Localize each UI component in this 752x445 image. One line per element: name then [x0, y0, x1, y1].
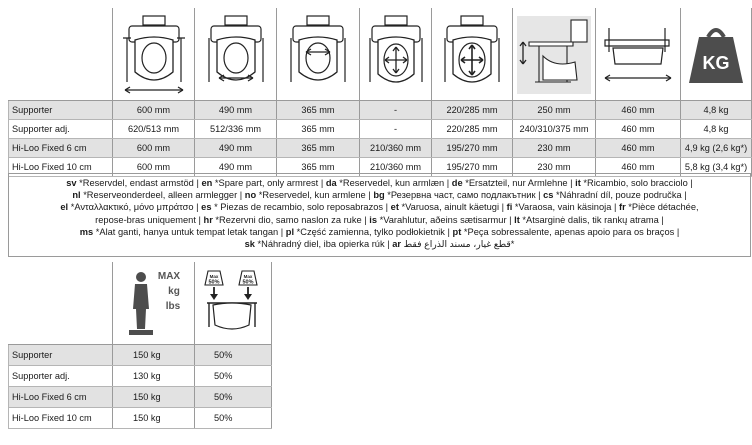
cell-value: 230 mm [513, 139, 596, 158]
icon-header-row [9, 8, 752, 101]
cell-value: 210/360 mm [360, 158, 432, 177]
spare-part-note [8, 173, 751, 257]
split-value: 50% [195, 387, 272, 408]
cell-value: 365 mm [277, 120, 360, 139]
note-text: *Náhradní díl, pouze područka [553, 190, 682, 201]
header-empty-cell [9, 262, 113, 345]
cell-value: 490 mm [195, 101, 277, 120]
cell-value: 230 mm [513, 158, 596, 177]
dimension-table [8, 8, 752, 177]
language-code: sv [66, 178, 77, 188]
note-text: *Peça sobressalente, apenas apoio para os braços [461, 226, 675, 237]
note-line: repose-bras uniquement | hr *Rezervni dio, samo naslon za ruke | is *Varahlutur, aðeins sætisarmur | lt *Atsarginė dalis, tik rankų atrama | [95, 214, 664, 225]
cell-value: 220/285 mm [432, 101, 513, 120]
cell-value: 512/336 mm [195, 120, 277, 139]
note-text: * Piezas de recambio, solo reposabrazos [211, 202, 384, 213]
language-code: es [201, 202, 212, 213]
cell-value: 365 mm [277, 101, 360, 120]
note-text: *Резервна част, само подлакътник [384, 190, 536, 201]
row-label: Hi-Loo Fixed 6 cm [9, 387, 113, 408]
note-text: *Pièce détachée, [625, 202, 699, 213]
cell-value: 600 mm [113, 139, 195, 158]
cell-value: 4,8 kg [681, 101, 752, 120]
language-code: hr [203, 214, 213, 225]
language-code: pt [452, 226, 462, 237]
row-label: Hi-Loo Fixed 6 cm [9, 139, 113, 158]
note-text: *Varaosa, vain käsinoja [512, 202, 612, 213]
cell-value: 490 mm [195, 139, 277, 158]
note-text: *Varahlutur, aðeins sætisarmur [377, 214, 507, 225]
language-code: en [201, 178, 213, 188]
cell-value: 365 mm [277, 139, 360, 158]
note-text: *Varuosa, ainult käetugi [398, 202, 500, 213]
note-text: *Reservedel, kun armlene [256, 190, 366, 201]
row-label: Supporter adj. [9, 366, 113, 387]
note-text: *Ανταλλακτικό, μόνο μπράτσο [68, 202, 194, 213]
language-code: ms [79, 226, 94, 237]
cell-value: 460 mm [596, 158, 681, 177]
svg-text:kg: kg [167, 286, 180, 297]
table-row [9, 101, 752, 120]
language-code: el [60, 202, 69, 213]
language-code: nl [72, 190, 81, 201]
svg-text:Max: Max [209, 274, 219, 279]
split-value: 50% [195, 408, 272, 429]
cell-value: 250 mm [513, 101, 596, 120]
cell-value: 195/270 mm [432, 139, 513, 158]
language-code: fi [506, 202, 513, 213]
svg-text:Max: Max [243, 274, 253, 279]
language-code: da [325, 178, 337, 188]
note-text: *Ersatzteil, nur Armlehne [462, 178, 568, 188]
seat-hole-length-icon [432, 8, 513, 101]
svg-text:lbs: lbs [165, 301, 180, 312]
language-code: fr [618, 202, 626, 213]
table-row [9, 139, 752, 158]
cell-value: 220/285 mm [432, 120, 513, 139]
note-text: *Náhradný diel, iba opierka rúk [254, 239, 385, 250]
seat-front-width-icon [113, 8, 195, 101]
max-load-value: 150 kg [113, 408, 195, 429]
svg-text:50%: 50% [242, 279, 254, 286]
cell-value: 460 mm [596, 120, 681, 139]
cell-value: 460 mm [596, 139, 681, 158]
row-label: Supporter adj. [9, 120, 113, 139]
row-label: Supporter [9, 345, 113, 366]
table-row [9, 120, 752, 139]
max-load-value: 130 kg [113, 366, 195, 387]
svg-text:50%: 50% [208, 279, 220, 286]
note-line: nl *Reserveonderdeel, alleen armlegger | no *Reservedel, kun armlene | bg *Резервна част, само подлакътник | cs *Náhradní díl, pouze područka | [72, 190, 687, 201]
cell-value: 490 mm [195, 158, 277, 177]
load-table [8, 262, 272, 429]
weight-icon [681, 8, 752, 101]
cell-value: 240/310/375 mm [513, 120, 596, 139]
language-code: ar [392, 239, 402, 250]
note-text: *Spare part, only armrest [212, 178, 319, 188]
language-code: de [451, 178, 463, 188]
note-text: repose-bras uniquement [95, 214, 196, 225]
note-line: ms *Alat ganti, hanya untuk tempat letak tangan | pl *Część zamienna, tylko podłokietnik | pt *Peça sobressalente, apenas apoio para os braços | [79, 226, 680, 237]
note-text: *Część zamienna, tylko podłokietnik [294, 226, 445, 237]
cell-value: 365 mm [277, 158, 360, 177]
language-code: it [575, 178, 581, 188]
note-text: *Rezervni dio, samo naslon za ruke [212, 214, 362, 225]
seat-hole-icon [360, 8, 432, 101]
row-label: Hi-Loo Fixed 10 cm [9, 158, 113, 177]
header-empty-cell [9, 8, 113, 101]
side-height-icon [513, 8, 596, 101]
cell-value: 460 mm [596, 101, 681, 120]
seat-inner-width-icon [195, 8, 277, 101]
cell-value: 195/270 mm [432, 158, 513, 177]
note-line: sv *Reservdel, endast armstöd | en *Spare part, only armrest | da *Reservedel, kun armlæn | de *Ersatzteil, nur Armlehne | it *Ricambio, solo bracciolo | [66, 178, 693, 188]
split-value: 50% [195, 345, 272, 366]
note-text: *Reservedel, kun armlæn [336, 178, 445, 188]
note-text: *Alat ganti, hanya untuk tempat letak tangan [93, 226, 279, 237]
table-row [9, 387, 272, 408]
language-code: et [390, 202, 399, 213]
max-load-value: 150 kg [113, 387, 195, 408]
svg-text:KG: KG [702, 53, 730, 73]
cell-value: - [360, 120, 432, 139]
cell-value: 600 mm [113, 158, 195, 177]
cell-value: 5,8 kg (3,4 kg*) [681, 158, 752, 177]
svg-text:MAX: MAX [157, 271, 180, 282]
split-value: 50% [195, 366, 272, 387]
note-text: قطع غيار، مسند الذراع فقط* [401, 239, 515, 250]
row-label: Hi-Loo Fixed 10 cm [9, 408, 113, 429]
note-text: *Ricambio, solo bracciolo [580, 178, 688, 188]
language-code: pl [285, 226, 295, 237]
cell-value: 4,9 kg (2,6 kg*) [681, 139, 752, 158]
note-text: *Reserveonderdeel, alleen armlegger [80, 190, 238, 201]
row-label: Supporter [9, 101, 113, 120]
seat-opening-width-icon [277, 8, 360, 101]
language-code: bg [373, 190, 385, 201]
language-code: is [369, 214, 378, 225]
table-row [9, 366, 272, 387]
table-row [9, 345, 272, 366]
side-depth-icon [596, 8, 681, 101]
note-line: el *Ανταλλακτικό, μόνο μπράτσο | es * Piezas de recambio, solo reposabrazos | et *Varuosa, ainult käetugi | fi *Varaosa, vain käsinoja | fr *Pièce détachée, [60, 202, 699, 213]
cell-value: 4,8 kg [681, 120, 752, 139]
user-max-load-icon [113, 262, 195, 345]
note-text: *Atsarginė dalis, tik rankų atrama [519, 214, 659, 225]
language-code: lt [514, 214, 520, 225]
max-load-value: 150 kg [113, 345, 195, 366]
load-icon-row [9, 262, 272, 345]
language-code: sk [244, 239, 255, 250]
note-text: *Reservdel, endast armstöd [76, 178, 194, 188]
cell-value: 600 mm [113, 101, 195, 120]
table-row [9, 408, 272, 429]
load-distribution-icon [195, 262, 272, 345]
note-line: sk *Náhradný diel, iba opierka rúk | ar قطع غيار، مسند الذراع فقط* [244, 239, 515, 250]
language-code: no [244, 190, 257, 201]
cell-value: 210/360 mm [360, 139, 432, 158]
language-code: cs [543, 190, 554, 201]
cell-value: - [360, 101, 432, 120]
cell-value: 620/513 mm [113, 120, 195, 139]
